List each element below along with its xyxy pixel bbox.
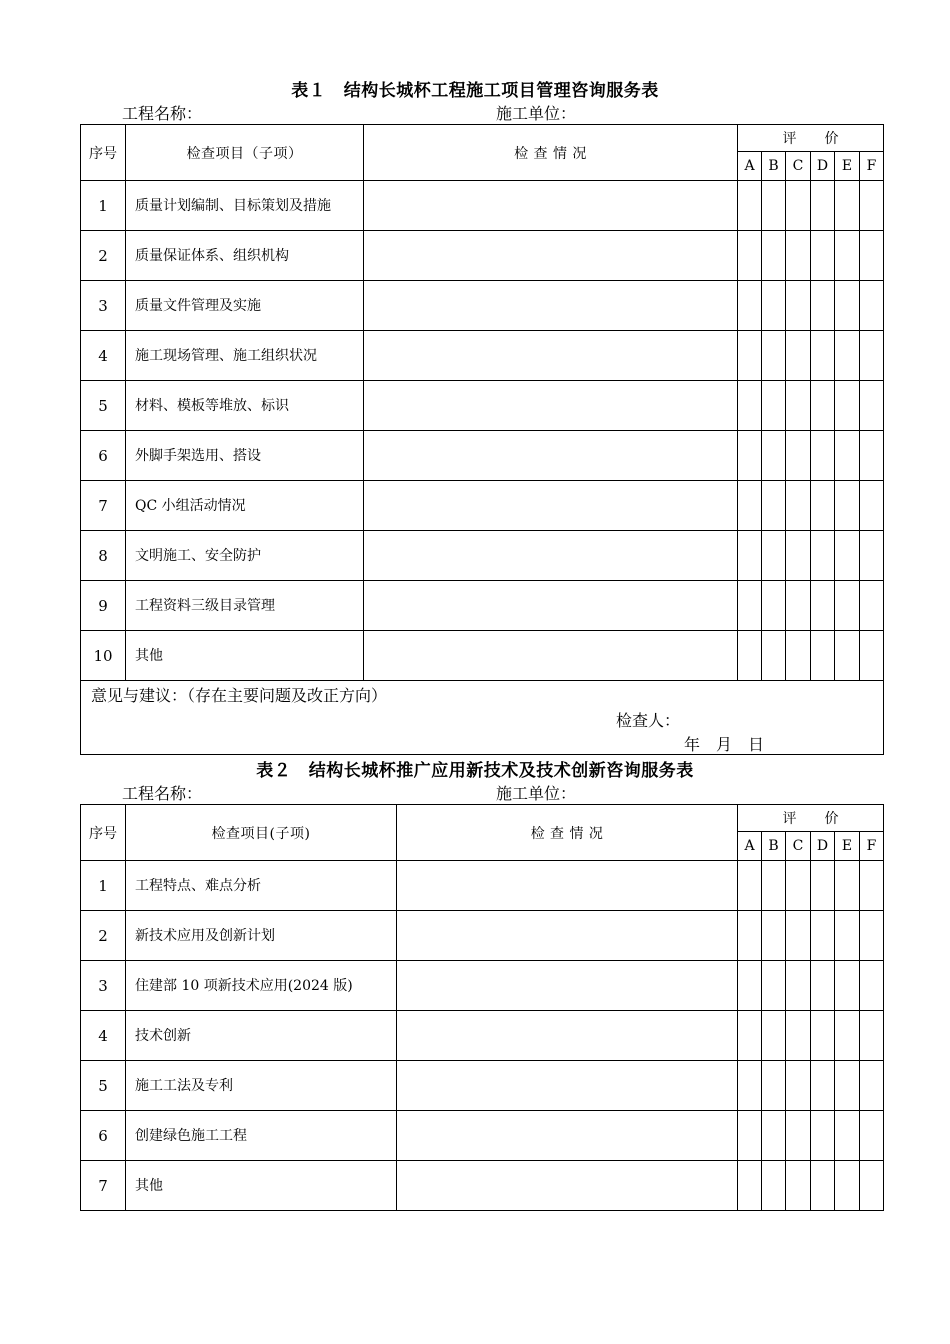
row-item: 住建部 10 项新技术应用(2024 版) bbox=[126, 961, 397, 1011]
row-number: 7 bbox=[81, 1161, 126, 1211]
grade-cell[interactable] bbox=[786, 431, 811, 481]
grade-cell[interactable] bbox=[786, 281, 811, 331]
grade-cell[interactable] bbox=[811, 331, 835, 381]
grade-cell[interactable] bbox=[835, 231, 860, 281]
header-item: 检查项目(子项) bbox=[126, 805, 397, 861]
situation-cell[interactable] bbox=[364, 181, 738, 231]
header-evaluation: 评 价 bbox=[738, 805, 884, 832]
grade-cell[interactable] bbox=[835, 861, 860, 911]
grade-cell[interactable] bbox=[738, 281, 762, 331]
grade-cell[interactable] bbox=[786, 231, 811, 281]
row-item: 技术创新 bbox=[126, 1011, 397, 1061]
grade-cell[interactable] bbox=[762, 631, 786, 681]
grade-cell[interactable] bbox=[786, 911, 811, 961]
grade-cell[interactable] bbox=[860, 281, 884, 331]
grade-cell[interactable] bbox=[762, 331, 786, 381]
table-row bbox=[81, 911, 884, 961]
table-row bbox=[81, 581, 884, 631]
row-item: 新技术应用及创新计划 bbox=[126, 911, 397, 961]
grade-cell[interactable] bbox=[738, 1061, 762, 1111]
row-number: 2 bbox=[81, 911, 126, 961]
table1 bbox=[80, 124, 884, 755]
grade-cell[interactable] bbox=[835, 181, 860, 231]
row-item: 工程资料三级目录管理 bbox=[126, 581, 364, 631]
table1-remarks-row bbox=[81, 681, 884, 755]
header-no: 序号 bbox=[81, 125, 126, 181]
situation-cell[interactable] bbox=[364, 381, 738, 431]
row-item: 材料、模板等堆放、标识 bbox=[126, 381, 364, 431]
grade-cell[interactable] bbox=[860, 331, 884, 381]
grade-cell[interactable] bbox=[786, 581, 811, 631]
table1-title: 表１ 结构长城杯工程施工项目管理咨询服务表 bbox=[291, 81, 659, 101]
row-item: 创建绿色施工工程 bbox=[126, 1111, 397, 1161]
row-item: 质量计划编制、目标策划及措施 bbox=[126, 181, 364, 231]
row-item: 工程特点、难点分析 bbox=[126, 861, 397, 911]
grade-cell[interactable] bbox=[786, 331, 811, 381]
table1-body bbox=[81, 181, 884, 681]
grade-b: B bbox=[762, 152, 786, 181]
row-number: 5 bbox=[81, 1061, 126, 1111]
row-number: 3 bbox=[81, 961, 126, 1011]
grade-cell[interactable] bbox=[786, 181, 811, 231]
row-number: 6 bbox=[81, 1111, 126, 1161]
grade-cell[interactable] bbox=[811, 231, 835, 281]
situation-cell[interactable] bbox=[364, 531, 738, 581]
situation-cell[interactable] bbox=[364, 481, 738, 531]
grade-cell[interactable] bbox=[860, 581, 884, 631]
situation-cell[interactable] bbox=[397, 1011, 738, 1061]
table2-body bbox=[81, 861, 884, 1211]
grade-cell[interactable] bbox=[811, 281, 835, 331]
grade-cell[interactable] bbox=[762, 181, 786, 231]
grade-cell[interactable] bbox=[835, 911, 860, 961]
grade-cell[interactable] bbox=[811, 1161, 835, 1211]
grade-cell[interactable] bbox=[860, 481, 884, 531]
grade-cell[interactable] bbox=[786, 1161, 811, 1211]
grade-cell[interactable] bbox=[811, 431, 835, 481]
row-item: 施工现场管理、施工组织状况 bbox=[126, 331, 364, 381]
grade-cell[interactable] bbox=[738, 631, 762, 681]
row-number: 6 bbox=[81, 431, 126, 481]
inspector-label: 检查人： bbox=[616, 711, 681, 730]
situation-cell[interactable] bbox=[364, 631, 738, 681]
grade-cell[interactable] bbox=[786, 861, 811, 911]
grade-cell[interactable] bbox=[811, 631, 835, 681]
table2-unit-label: 施工单位： bbox=[496, 784, 577, 803]
grade-cell[interactable] bbox=[811, 181, 835, 231]
header-evaluation: 评 价 bbox=[738, 125, 884, 152]
row-number: 8 bbox=[81, 531, 126, 581]
grade-c: C bbox=[786, 152, 811, 181]
grade-f: F bbox=[860, 832, 884, 861]
row-number: 3 bbox=[81, 281, 126, 331]
grade-cell[interactable] bbox=[860, 1011, 884, 1061]
situation-cell[interactable] bbox=[364, 231, 738, 281]
grade-e: E bbox=[835, 832, 860, 861]
table-row bbox=[81, 961, 884, 1011]
grade-cell[interactable] bbox=[860, 431, 884, 481]
header-situation: 检 查 情 况 bbox=[397, 805, 738, 861]
header-situation: 检 查 情 况 bbox=[364, 125, 738, 181]
grade-cell[interactable] bbox=[762, 281, 786, 331]
situation-cell[interactable] bbox=[397, 911, 738, 961]
grade-cell[interactable] bbox=[762, 381, 786, 431]
situation-cell[interactable] bbox=[397, 961, 738, 1011]
row-item: 文明施工、安全防护 bbox=[126, 531, 364, 581]
grade-cell[interactable] bbox=[738, 1111, 762, 1161]
grade-cell[interactable] bbox=[738, 381, 762, 431]
grade-cell[interactable] bbox=[786, 531, 811, 581]
date-label: 年 月 日 bbox=[684, 735, 765, 754]
grade-c: C bbox=[786, 832, 811, 861]
grade-d: D bbox=[811, 152, 835, 181]
row-item: 质量保证体系、组织机构 bbox=[126, 231, 364, 281]
grade-cell[interactable] bbox=[762, 1011, 786, 1061]
remarks-label: 意见与建议：（存在主要问题及改正方向） bbox=[91, 686, 388, 705]
grade-cell[interactable] bbox=[786, 381, 811, 431]
grade-cell[interactable] bbox=[860, 181, 884, 231]
table-row bbox=[81, 1061, 884, 1111]
grade-cell[interactable] bbox=[738, 1011, 762, 1061]
grade-f: F bbox=[860, 152, 884, 181]
grade-a: A bbox=[738, 832, 762, 861]
row-number: 7 bbox=[81, 481, 126, 531]
grade-cell[interactable] bbox=[786, 1111, 811, 1161]
grade-cell[interactable] bbox=[835, 1161, 860, 1211]
table-row bbox=[81, 1111, 884, 1161]
table-row bbox=[81, 231, 884, 281]
situation-cell[interactable] bbox=[364, 581, 738, 631]
grade-cell[interactable] bbox=[738, 581, 762, 631]
row-number: 1 bbox=[81, 181, 126, 231]
row-number: 2 bbox=[81, 231, 126, 281]
grade-cell[interactable] bbox=[860, 381, 884, 431]
grade-cell[interactable] bbox=[860, 961, 884, 1011]
grade-cell[interactable] bbox=[738, 331, 762, 381]
table2-project-name-label: 工程名称： bbox=[122, 784, 203, 803]
header-no: 序号 bbox=[81, 805, 126, 861]
grade-cell[interactable] bbox=[786, 1061, 811, 1111]
grade-cell[interactable] bbox=[738, 911, 762, 961]
grade-a: A bbox=[738, 152, 762, 181]
row-item: 其他 bbox=[126, 1161, 397, 1211]
grade-cell[interactable] bbox=[738, 181, 762, 231]
grade-cell[interactable] bbox=[762, 581, 786, 631]
grade-cell[interactable] bbox=[811, 961, 835, 1011]
table-row bbox=[81, 281, 884, 331]
grade-cell[interactable] bbox=[762, 531, 786, 581]
grade-cell[interactable] bbox=[738, 231, 762, 281]
table-row bbox=[81, 331, 884, 381]
table1-header-row bbox=[81, 125, 884, 152]
grade-cell[interactable] bbox=[860, 631, 884, 681]
grade-e: E bbox=[835, 152, 860, 181]
grade-cell[interactable] bbox=[762, 1061, 786, 1111]
grade-cell[interactable] bbox=[811, 531, 835, 581]
table2-header-row bbox=[81, 805, 884, 832]
grade-cell[interactable] bbox=[762, 911, 786, 961]
grade-cell[interactable] bbox=[738, 531, 762, 581]
header-item: 检查项目（子项） bbox=[126, 125, 364, 181]
grade-cell[interactable] bbox=[762, 431, 786, 481]
grade-cell[interactable] bbox=[811, 481, 835, 531]
grade-cell[interactable] bbox=[860, 1061, 884, 1111]
row-number: 9 bbox=[81, 581, 126, 631]
row-item: 质量文件管理及实施 bbox=[126, 281, 364, 331]
grade-cell[interactable] bbox=[738, 861, 762, 911]
grade-cell[interactable] bbox=[860, 531, 884, 581]
grade-cell[interactable] bbox=[835, 281, 860, 331]
row-number: 4 bbox=[81, 331, 126, 381]
grade-cell[interactable] bbox=[811, 911, 835, 961]
grade-cell[interactable] bbox=[835, 381, 860, 431]
row-item: 施工工法及专利 bbox=[126, 1061, 397, 1111]
grade-cell[interactable] bbox=[811, 581, 835, 631]
table-row bbox=[81, 531, 884, 581]
table-row bbox=[81, 1011, 884, 1061]
table-row bbox=[81, 861, 884, 911]
table-row bbox=[81, 381, 884, 431]
grade-cell[interactable] bbox=[811, 1011, 835, 1061]
grade-cell[interactable] bbox=[786, 961, 811, 1011]
row-number: 4 bbox=[81, 1011, 126, 1061]
situation-cell[interactable] bbox=[364, 281, 738, 331]
row-item: QC 小组活动情况 bbox=[126, 481, 364, 531]
grade-cell[interactable] bbox=[786, 481, 811, 531]
table2 bbox=[80, 804, 884, 1211]
grade-cell[interactable] bbox=[835, 531, 860, 581]
grade-cell[interactable] bbox=[786, 1011, 811, 1061]
grade-cell[interactable] bbox=[811, 1061, 835, 1111]
grade-cell[interactable] bbox=[762, 481, 786, 531]
grade-cell[interactable] bbox=[762, 961, 786, 1011]
grade-cell[interactable] bbox=[835, 331, 860, 381]
grade-cell[interactable] bbox=[860, 861, 884, 911]
grade-cell[interactable] bbox=[835, 581, 860, 631]
grade-cell[interactable] bbox=[811, 861, 835, 911]
grade-cell[interactable] bbox=[762, 1161, 786, 1211]
grade-cell[interactable] bbox=[835, 961, 860, 1011]
table-row bbox=[81, 1161, 884, 1211]
row-number: 10 bbox=[81, 631, 126, 681]
grade-cell[interactable] bbox=[811, 381, 835, 431]
row-number: 5 bbox=[81, 381, 126, 431]
grade-cell[interactable] bbox=[835, 631, 860, 681]
grade-cell[interactable] bbox=[762, 861, 786, 911]
table1-unit-label: 施工单位： bbox=[496, 104, 577, 123]
grade-cell[interactable] bbox=[835, 431, 860, 481]
grade-cell[interactable] bbox=[738, 961, 762, 1011]
table-row bbox=[81, 431, 884, 481]
table-row bbox=[81, 481, 884, 531]
remarks-cell bbox=[81, 681, 884, 755]
situation-cell[interactable] bbox=[397, 861, 738, 911]
grade-b: B bbox=[762, 832, 786, 861]
situation-cell[interactable] bbox=[397, 1111, 738, 1161]
table-row bbox=[81, 181, 884, 231]
grade-cell[interactable] bbox=[860, 231, 884, 281]
table-row bbox=[81, 631, 884, 681]
grade-cell[interactable] bbox=[786, 631, 811, 681]
grade-cell[interactable] bbox=[835, 1111, 860, 1161]
row-item: 其他 bbox=[126, 631, 364, 681]
row-number: 1 bbox=[81, 861, 126, 911]
grade-cell[interactable] bbox=[860, 1161, 884, 1211]
table1-project-name-label: 工程名称： bbox=[122, 104, 203, 123]
grade-d: D bbox=[811, 832, 835, 861]
table2-title: 表２ 结构长城杯推广应用新技术及技术创新咨询服务表 bbox=[256, 761, 694, 781]
situation-cell[interactable] bbox=[364, 431, 738, 481]
grade-cell[interactable] bbox=[835, 481, 860, 531]
situation-cell[interactable] bbox=[397, 1061, 738, 1111]
grade-cell[interactable] bbox=[738, 481, 762, 531]
row-item: 外脚手架选用、搭设 bbox=[126, 431, 364, 481]
situation-cell[interactable] bbox=[364, 331, 738, 381]
situation-cell[interactable] bbox=[397, 1161, 738, 1211]
grade-cell[interactable] bbox=[762, 231, 786, 281]
grade-cell[interactable] bbox=[860, 911, 884, 961]
grade-cell[interactable] bbox=[860, 1111, 884, 1161]
grade-cell[interactable] bbox=[835, 1061, 860, 1111]
grade-cell[interactable] bbox=[762, 1111, 786, 1161]
grade-cell[interactable] bbox=[738, 431, 762, 481]
grade-cell[interactable] bbox=[811, 1111, 835, 1161]
grade-cell[interactable] bbox=[835, 1011, 860, 1061]
grade-cell[interactable] bbox=[738, 1161, 762, 1211]
